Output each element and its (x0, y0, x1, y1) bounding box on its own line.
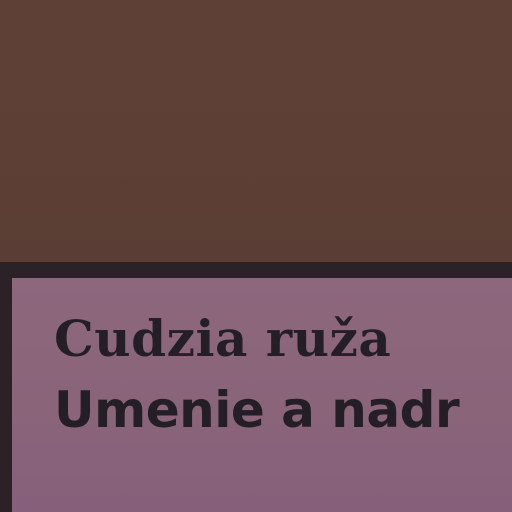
sign-title-text: Cudzia ruža (54, 309, 392, 368)
sign-subtitle-text: Umenie a nadr (54, 381, 460, 439)
